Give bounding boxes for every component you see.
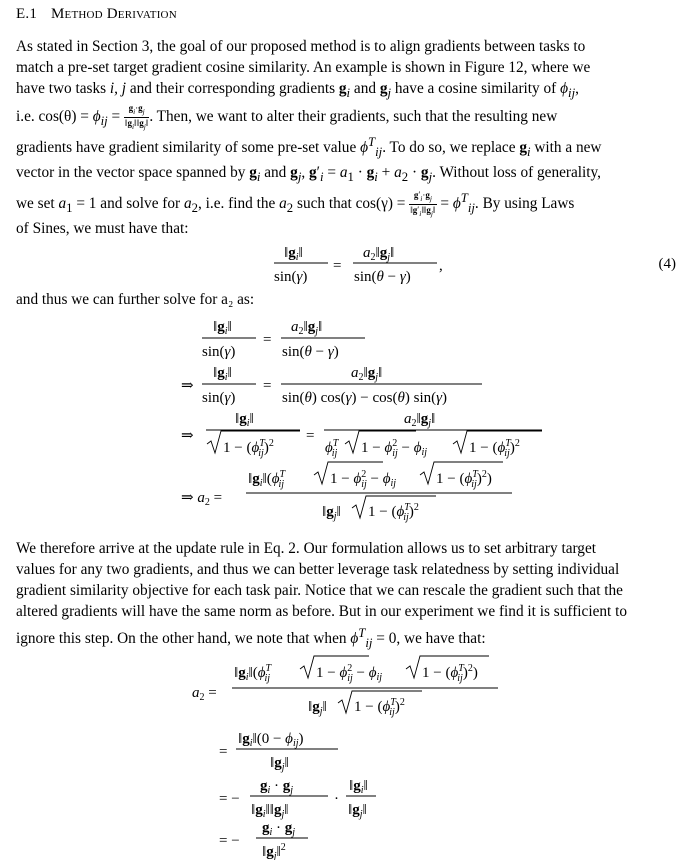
- svg-text:= −: = −: [219, 790, 240, 807]
- equation-4-math: [16, 240, 676, 292]
- final-derivation: [16, 654, 676, 860]
- svg-text:= −: = −: [219, 832, 240, 849]
- svg-text:a2‖gj‖: $a_2‖g_j‖$: [351, 365, 383, 384]
- svg-text:a2 =: $a_2$ =: [192, 684, 217, 703]
- svg-text:1 − (ϕTij)2): $1 - (\phi^T$ ij)$^2$): [422, 662, 478, 684]
- svg-text:1 − (ϕTij)2: $1 - (\phi^T$ ij)$^2$: [354, 696, 405, 718]
- svg-text:a2‖gj‖: $a_2‖g_j‖$: [291, 319, 323, 338]
- svg-text:‖gj‖: $‖g_j‖$: [322, 504, 341, 523]
- svg-text:‖gj‖2: $‖g_j‖^2$: [262, 841, 286, 860]
- text-line: altered gradients will have the same norm as before. But in our experiment we find it is sufficient to: [16, 602, 627, 620]
- paragraph-update-rule: [16, 539, 676, 653]
- svg-text:‖gj‖: $‖g_j‖$: [348, 801, 367, 820]
- svg-text:‖gj‖: $‖g_j‖$: [308, 698, 327, 717]
- section-title: Method Derivation: [51, 6, 177, 22]
- svg-text:‖gi‖: $‖g_i‖$: [284, 244, 303, 263]
- text-line: have two tasks i, j and their corresponding gradients $g_i$ and $g_j$ have a cosine similarity of $\phi_{ij}$,: [16, 79, 579, 100]
- svg-text:a2‖gj‖: $a_2‖g_j‖$: [404, 411, 436, 430]
- paper-page: [16, 6, 676, 860]
- svg-text:‖gi‖‖gj‖: $‖g_i‖‖g_j‖$: [251, 801, 289, 820]
- svg-text:sin(γ): sin(γ): [202, 344, 236, 361]
- svg-text:ϕTij: $\phi^T$ ij: [325, 438, 338, 460]
- section-number: E.1: [16, 6, 38, 22]
- svg-text:⇒: ⇒: [181, 428, 194, 445]
- svg-text:‖gi‖: $‖g_i‖$: [213, 319, 232, 338]
- derivation-block: [16, 310, 676, 542]
- svg-text:a2‖gj‖: $a_2‖g_j‖$: [363, 244, 395, 263]
- svg-text:sin(θ − γ): sin(θ − γ): [282, 344, 339, 361]
- svg-text:1 − (ϕTij)2: $1 - (\phi^T$ ij)$^2$: [223, 438, 274, 460]
- svg-text:sin(γ): sin(γ): [274, 268, 308, 285]
- text-line: i.e. $\cos(\theta) = \phi_{ij}$ = $\frac{g_i\cdot g_j}{‖g_i‖‖g_j‖}$ . Then, we want to alter their gradients, such that the resulting new: [16, 103, 558, 132]
- svg-text:1 − ϕ2ij − ϕij: $1 - \phi^2$ ij − $\phi_{ij}$: [330, 469, 397, 491]
- svg-text:1 − ϕ2ij − ϕij: $1 - \phi^2$ ij − $\phi_{ij}$: [316, 662, 383, 684]
- svg-text:1 − (ϕTij)2: $1 - (\phi^T$ ij)$^2$: [368, 502, 419, 524]
- text-line: values for any two gradients, and thus we can better leverage task relatedness by setting individual: [16, 561, 620, 579]
- svg-text:⇒: ⇒: [181, 378, 194, 395]
- section-heading: [16, 6, 676, 23]
- final-derivation-math: [16, 654, 676, 860]
- svg-text:⇒ a2 =: ⇒ $a_2$ =: [181, 490, 223, 509]
- equation-number: (4): [658, 255, 676, 272]
- svg-text:·: ·: [334, 790, 339, 807]
- text-line: As stated in Section 3, the goal of our proposed method is to align gradients between tasks to: [16, 38, 586, 55]
- svg-text:,: ,: [439, 257, 443, 274]
- svg-text:=: =: [333, 257, 342, 274]
- svg-text:=: =: [263, 378, 272, 395]
- svg-text:sin(θ) cos(γ) − cos(θ) sin(γ): sin(θ) cos(γ) − cos(θ) sin(γ): [282, 390, 448, 407]
- text-line: We therefore arrive at the update rule in Eq. 2. Our formulation allows us to set arbitrary target: [16, 540, 596, 558]
- svg-text:‖gi‖: $‖g_i‖$: [235, 411, 254, 430]
- text-line: ignore this step. On the other hand, we note that when $\phi^T_{ij} = 0$, we have that:: [16, 625, 486, 650]
- svg-text:1 − ϕ2ij − ϕij: $1 - \phi^2$ ij − $\phi_{ij}$: [361, 438, 428, 460]
- svg-text:=: =: [263, 332, 272, 349]
- svg-text:=: =: [219, 743, 228, 760]
- equation-4: [16, 240, 676, 292]
- svg-text:‖gi‖(0 − ϕij): $‖g_i‖(0 - \phi_{ij})$: [238, 730, 304, 749]
- text-line: vector in the vector space spanned by $g_i$ and $g_j$, $g'_i = a_1 \cdot g_i + a_2 \cdot g_j$. Without loss of generality,: [16, 164, 602, 185]
- svg-text:gi · gj: $g_i \cdot g_j$: [262, 819, 296, 838]
- svg-text:gi · gj: $g_i \cdot g_j$: [260, 777, 294, 796]
- svg-text:1 − (ϕTij)2): $1 - (\phi^T$ ij)$^2$): [436, 469, 492, 491]
- paragraph-method: [16, 37, 676, 240]
- text-line: match a pre-set target gradient cosine similarity. An example is shown in Figure 12, where we: [16, 58, 591, 76]
- text-line: and thus we can further solve for a₂ as:: [16, 290, 255, 308]
- svg-text:‖gi‖(ϕTij: $‖g_i‖(\phi^T$ ij: [234, 662, 271, 684]
- text-line: we set $a_1 = 1$ and solve for $a_2$, i.e. find the $a_2$ such that cos(γ) = $\frac{g'_i\cdot g_j}{‖g'_i‖‖g_j‖}$ = $\phi^T_{ij}$. By using Laws: [16, 190, 575, 218]
- text-line: of Sines, we must have that:: [16, 219, 189, 237]
- svg-text:‖gi‖(ϕTij: $‖g_i‖(\phi^T$ ij: [248, 469, 285, 491]
- text-line: gradients have gradient similarity of some pre-set value $\phi^T_{ij}$. To do so, we replace $g_i$ with a new: [16, 135, 602, 160]
- svg-text:‖gi‖: $‖g_i‖$: [213, 365, 232, 384]
- svg-text:‖gi‖: $‖g_i‖$: [349, 777, 368, 796]
- derivation-math: [16, 310, 676, 542]
- svg-text:1 − (ϕTij)2: $1 - (\phi^T$ ij)$^2$: [469, 438, 520, 460]
- text-line: gradient similarity objective for each task pair. Notice that we can rescale the gradient such that the: [16, 582, 623, 599]
- svg-text:‖gj‖: $‖g_j‖$: [270, 754, 289, 773]
- svg-text:sin(θ − γ): sin(θ − γ): [354, 268, 411, 285]
- svg-text:sin(γ): sin(γ): [202, 390, 236, 407]
- svg-text:=: =: [306, 428, 315, 445]
